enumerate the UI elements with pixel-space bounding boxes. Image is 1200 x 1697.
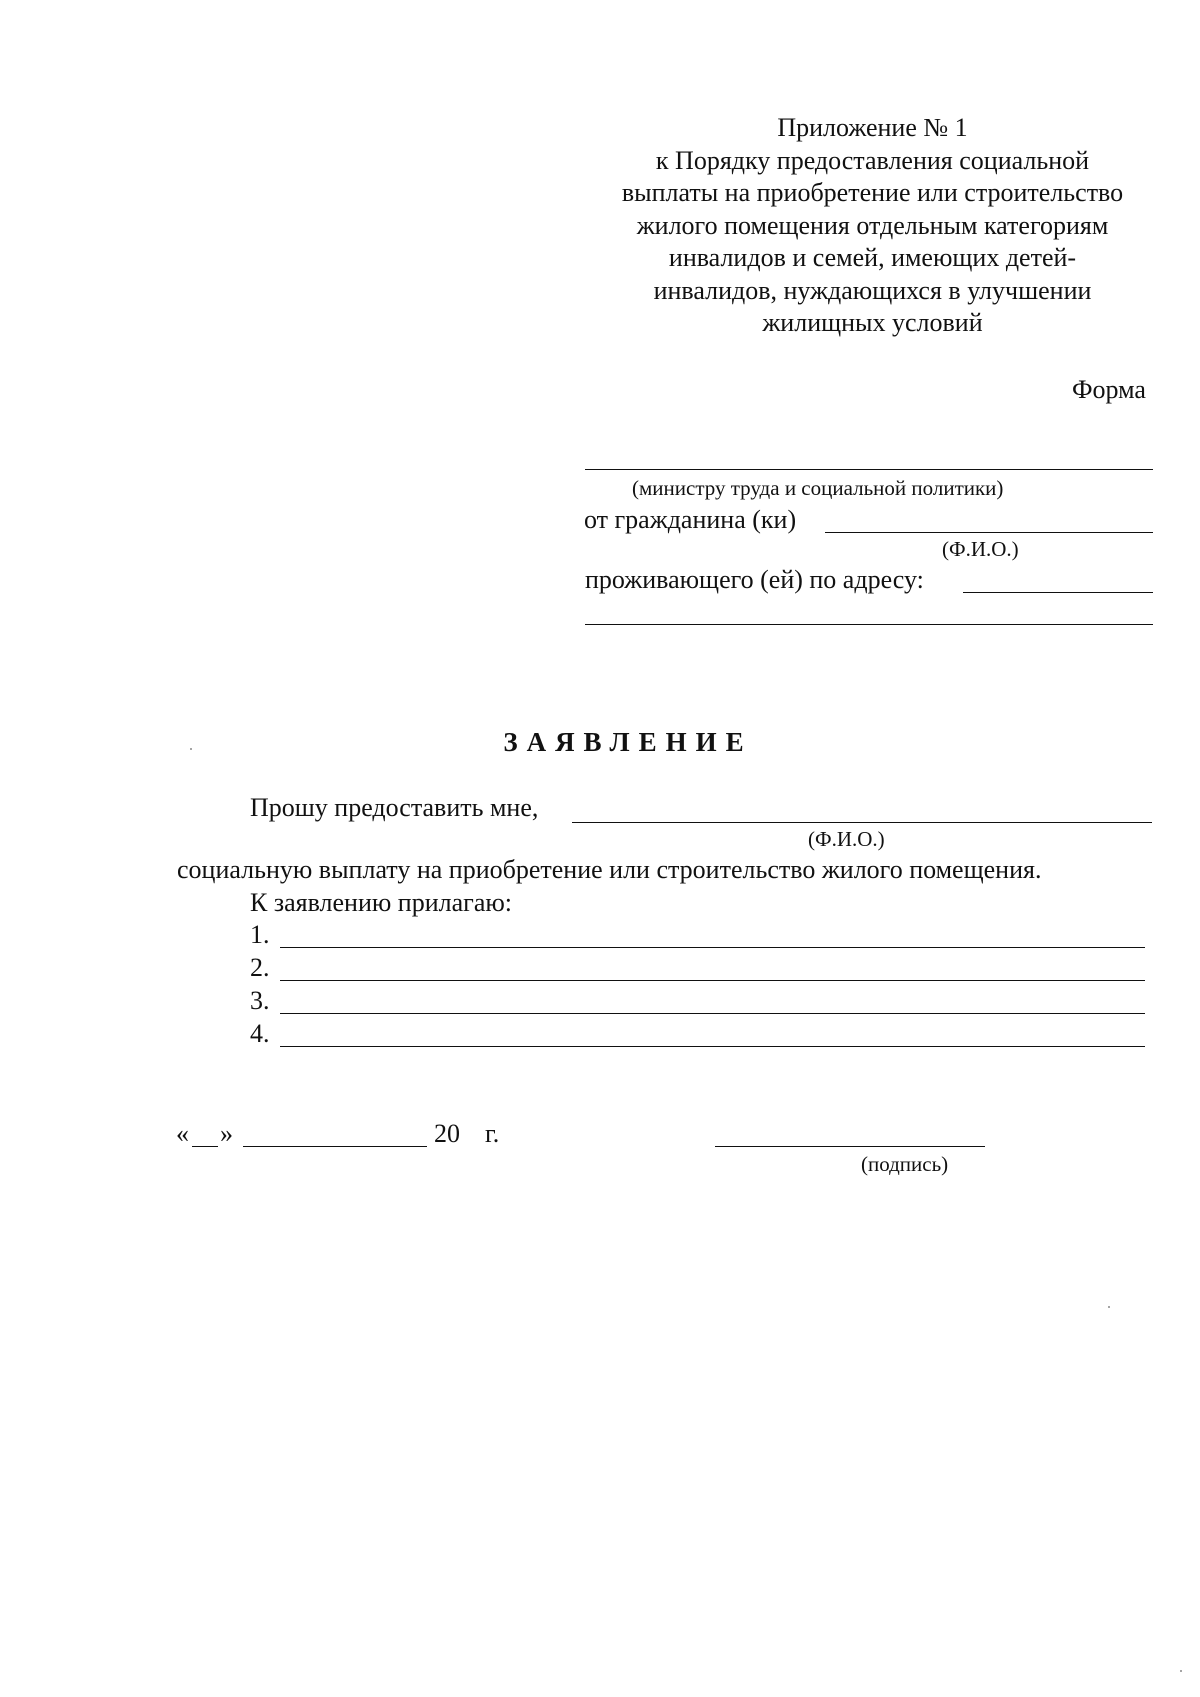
date-quote-open: « [176, 1119, 189, 1148]
minister-field[interactable] [585, 469, 1153, 470]
appendix-line: Приложение № 1 [777, 113, 968, 142]
document-title: ЗАЯВЛЕНИЕ [503, 727, 753, 757]
attachment-number: 1. [250, 920, 270, 949]
scan-speck [1180, 1670, 1182, 1672]
address-field-2[interactable] [585, 624, 1153, 625]
address-field-1[interactable] [963, 592, 1153, 593]
signature-field[interactable] [715, 1146, 985, 1147]
request-text: социальную выплату на приобретение или строительство жилого помещения. [177, 855, 1042, 884]
appendix-line: инвалидов, нуждающихся в улучшении [653, 275, 1092, 305]
attachment-number: 3. [250, 986, 270, 1015]
attachment-field-2[interactable] [280, 980, 1145, 981]
appendix-line: жилого помещения отдельным категориям [636, 210, 1109, 240]
appendix-line: к Порядку предоставления социальной [655, 145, 1090, 175]
address-label: проживающего (ей) по адресу: [585, 565, 924, 594]
attachment-field-1[interactable] [280, 947, 1145, 948]
attachment-field-3[interactable] [280, 1013, 1145, 1014]
citizen-name-field[interactable] [825, 532, 1153, 533]
date-day-field[interactable] [192, 1146, 218, 1147]
applicant-name-field[interactable] [572, 822, 1152, 823]
appendix-line: выплаты на приобретение или строительство [621, 178, 1124, 207]
attach-label: К заявлению прилагаю: [250, 888, 513, 917]
request-label: Прошу предоставить мне, [250, 793, 539, 822]
attachment-number: 4. [250, 1019, 270, 1048]
minister-caption: (министру труда и социальной политики) [632, 476, 1004, 500]
scan-speck [190, 748, 192, 750]
date-quote-close: » [220, 1119, 233, 1148]
date-month-field[interactable] [243, 1146, 427, 1147]
scan-speck [1108, 1306, 1110, 1308]
fio-caption-top: (Ф.И.О.) [942, 537, 1019, 561]
appendix-line: жилищных условий [762, 308, 983, 337]
attachment-field-4[interactable] [280, 1046, 1145, 1047]
from-label: от гражданина (ки) [584, 505, 797, 534]
appendix-header [580, 112, 1165, 340]
form-label: Форма [1072, 375, 1146, 404]
fio-caption-body: (Ф.И.О.) [808, 827, 885, 851]
date-year-prefix: 20 [434, 1119, 460, 1148]
date-year-suffix: г. [485, 1119, 500, 1148]
appendix-line: инвалидов и семей, имеющих детей- [668, 243, 1077, 272]
attachment-number: 2. [250, 953, 270, 982]
signature-caption: (подпись) [861, 1152, 949, 1176]
